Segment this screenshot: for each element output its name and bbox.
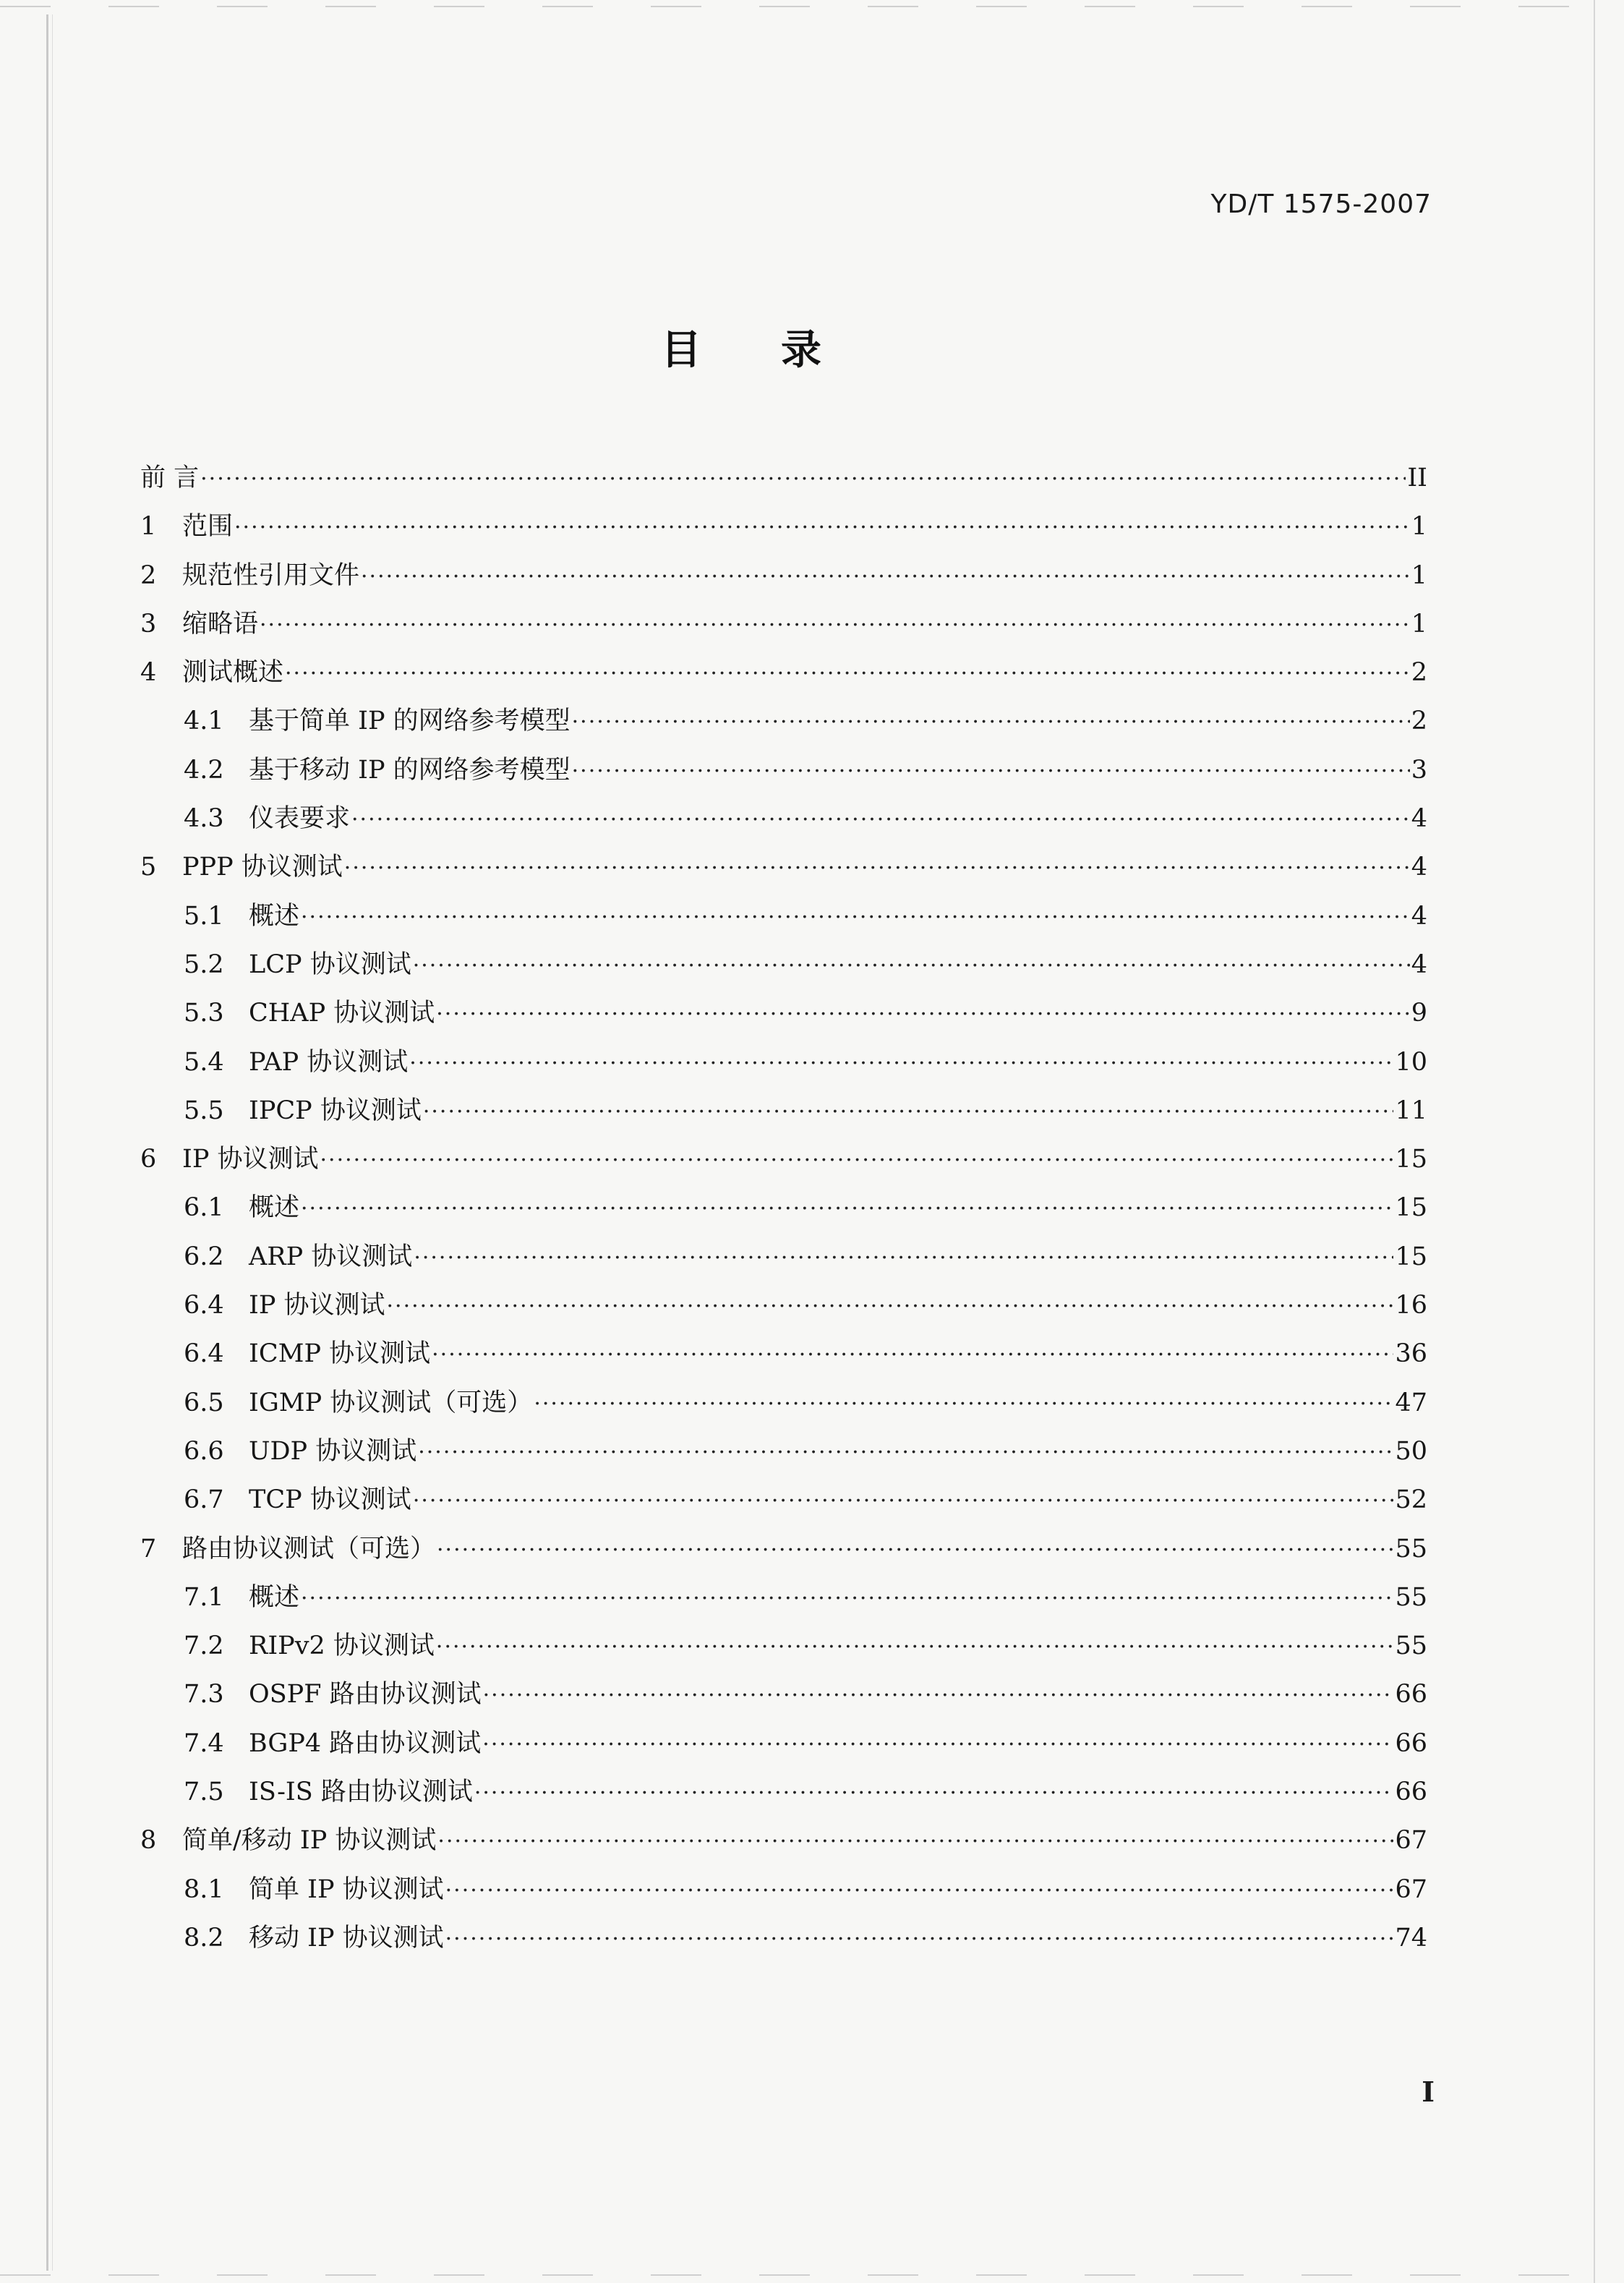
toc-entry-page: 1 [1411, 512, 1427, 542]
toc-dot-leader [260, 601, 1410, 649]
toc-entry-number: 2 [140, 560, 157, 590]
toc-entry-page: 67 [1395, 1826, 1427, 1856]
page-title: 目录 [661, 327, 901, 374]
toc-entry-number: 1 [140, 512, 157, 542]
toc-entry-page: 4 [1411, 950, 1427, 979]
toc-entry-number: 7.4 [184, 1728, 224, 1758]
toc-entry-title: 仪表要求 [249, 804, 351, 834]
toc-entry-number: 4.1 [184, 707, 224, 736]
toc-entry-number: 5.3 [184, 999, 224, 1028]
toc-entry-number: 8.2 [184, 1923, 224, 1953]
toc-entry-title: IP 协议测试 [182, 1145, 319, 1174]
toc-entry-title: IPCP 协议测试 [249, 1096, 422, 1125]
toc-entry[interactable] [140, 1622, 1427, 1670]
toc-entry-page: 4 [1411, 853, 1427, 882]
toc-entry[interactable] [140, 1525, 1427, 1574]
toc-entry[interactable] [140, 1670, 1427, 1719]
toc-entry-number: 8.1 [184, 1874, 224, 1904]
scan-top-border [0, 6, 1624, 7]
toc-dot-leader [285, 649, 1410, 698]
toc-entry-page: 16 [1395, 1291, 1427, 1320]
toc-dot-leader [413, 1477, 1394, 1525]
toc-dot-leader [437, 1526, 1393, 1574]
toc-entry[interactable] [140, 1428, 1427, 1476]
toc-entry[interactable] [140, 1866, 1427, 1914]
toc-dot-leader [301, 1574, 1393, 1623]
toc-entry[interactable] [140, 552, 1427, 600]
toc-entry[interactable] [140, 1087, 1427, 1135]
toc-entry-number: 3 [140, 609, 157, 639]
toc-dot-leader [432, 1331, 1393, 1379]
toc-entry-title: OSPF 路由协议测试 [249, 1680, 482, 1710]
toc-entry[interactable] [140, 1476, 1427, 1524]
toc-dot-leader [320, 1136, 1394, 1185]
toc-dot-leader [423, 1088, 1394, 1136]
toc-entry-page: 4 [1411, 901, 1427, 931]
toc-entry-title: BGP4 路由协议测试 [249, 1728, 482, 1758]
toc-entry[interactable] [140, 989, 1427, 1038]
toc-entry-title: RIPv2 协议测试 [249, 1631, 435, 1661]
toc-entry[interactable] [140, 454, 1427, 503]
toc-entry-title: PPP 协议测试 [182, 853, 343, 882]
toc-entry[interactable] [140, 843, 1427, 892]
table-of-contents [140, 454, 1427, 1963]
toc-entry-title: UDP 协议测试 [249, 1436, 417, 1466]
toc-entry-number: 4.3 [184, 804, 224, 834]
toc-entry-number: 6.7 [184, 1485, 224, 1515]
toc-entry-title: ICMP 协议测试 [249, 1339, 431, 1369]
toc-entry-number: 5.2 [184, 950, 224, 979]
toc-entry-page: 1 [1411, 560, 1427, 590]
toc-dot-leader [200, 455, 1406, 503]
toc-entry[interactable] [140, 746, 1427, 795]
toc-dot-leader [483, 1671, 1394, 1720]
toc-entry[interactable] [140, 1720, 1427, 1768]
toc-entry-number: 5.5 [184, 1096, 224, 1125]
toc-entry-title: 路由协议测试（可选） [182, 1534, 436, 1563]
toc-entry[interactable] [140, 1135, 1427, 1184]
toc-dot-leader [437, 1817, 1393, 1866]
toc-entry[interactable] [140, 795, 1427, 843]
toc-entry-title: 简单 IP 协议测试 [249, 1874, 444, 1904]
toc-entry-page: 36 [1395, 1339, 1427, 1369]
toc-entry[interactable] [140, 892, 1427, 941]
toc-entry-title: 简单/移动 IP 协议测试 [182, 1826, 437, 1856]
toc-entry-title: 概述 [249, 901, 300, 931]
toc-entry-page: 50 [1395, 1436, 1427, 1466]
toc-entry-number: 7.1 [184, 1582, 224, 1612]
toc-entry-number: 7 [140, 1534, 157, 1563]
toc-entry-title: 概述 [249, 1582, 300, 1612]
toc-dot-leader [436, 1623, 1394, 1671]
page-number: I [1422, 2075, 1435, 2108]
toc-entry-title: LCP 协议测试 [249, 950, 411, 979]
toc-entry-page: 9 [1411, 999, 1427, 1028]
toc-entry-title: 移动 IP 协议测试 [249, 1923, 444, 1953]
toc-entry-page: 11 [1395, 1096, 1427, 1125]
toc-dot-leader [445, 1866, 1394, 1915]
toc-entry-page: 4 [1411, 804, 1427, 834]
toc-entry[interactable] [140, 1768, 1427, 1817]
toc-dot-leader [445, 1915, 1394, 1963]
toc-entry[interactable] [140, 1574, 1427, 1622]
toc-entry[interactable] [140, 1817, 1427, 1865]
toc-entry-title: 概述 [249, 1193, 300, 1223]
toc-dot-leader [572, 698, 1410, 746]
toc-entry-page: 66 [1395, 1778, 1427, 1807]
toc-entry-title: 基于移动 IP 的网络参考模型 [249, 755, 570, 785]
scan-bottom-border [0, 2274, 1624, 2276]
toc-dot-leader [534, 1380, 1393, 1428]
toc-entry-title: IS-IS 路由协议测试 [249, 1778, 473, 1807]
toc-dot-leader [301, 1185, 1393, 1233]
toc-dot-leader [409, 1039, 1393, 1088]
toc-entry-page: 55 [1395, 1631, 1427, 1661]
toc-entry-page: 2 [1411, 707, 1427, 736]
toc-entry-number: 5.1 [184, 901, 224, 931]
toc-entry-page: 10 [1395, 1047, 1427, 1077]
toc-entry-number: 6.2 [184, 1242, 224, 1271]
toc-entry-title: IP 协议测试 [249, 1291, 385, 1320]
toc-entry-number: 4 [140, 658, 157, 688]
toc-entry-number: 7.3 [184, 1680, 224, 1710]
toc-entry-number: 6 [140, 1145, 157, 1174]
toc-entry-title: 测试概述 [182, 658, 284, 688]
toc-entry-title: IGMP 协议测试（可选） [249, 1388, 533, 1417]
toc-entry-title: 基于简单 IP 的网络参考模型 [249, 707, 570, 736]
toc-entry-title: PAP 协议测试 [249, 1047, 409, 1077]
toc-entry-title: 范围 [182, 512, 234, 542]
toc-dot-leader [414, 1234, 1393, 1282]
toc-entry[interactable] [140, 503, 1427, 551]
toc-entry[interactable] [140, 1233, 1427, 1281]
toc-entry[interactable] [140, 1330, 1427, 1378]
standard-code: YD/T 1575-2007 [1210, 189, 1432, 219]
toc-entry-title: ARP 协议测试 [249, 1242, 413, 1271]
toc-entry[interactable] [140, 649, 1427, 697]
toc-entry-number: 6.1 [184, 1193, 224, 1223]
toc-entry-page: 66 [1395, 1680, 1427, 1710]
toc-entry[interactable] [140, 1038, 1427, 1087]
toc-dot-leader [344, 844, 1410, 892]
toc-entry-title: 缩略语 [182, 609, 259, 639]
toc-entry-page: 15 [1395, 1193, 1427, 1223]
toc-dot-leader [234, 503, 1410, 552]
toc-entry-page: 1 [1411, 609, 1427, 639]
toc-dot-leader [572, 747, 1410, 795]
toc-dot-leader [301, 893, 1410, 942]
toc-entry-number: 5 [140, 853, 157, 882]
toc-entry-page: 47 [1395, 1388, 1427, 1417]
toc-entry[interactable] [140, 600, 1427, 649]
toc-dot-leader [361, 552, 1410, 601]
toc-entry-page: 67 [1395, 1874, 1427, 1904]
toc-entry-page: 15 [1395, 1242, 1427, 1271]
toc-dot-leader [474, 1769, 1394, 1817]
toc-dot-leader [413, 942, 1410, 990]
toc-entry-page: 52 [1395, 1485, 1427, 1515]
toc-entry-number: 5.4 [184, 1047, 224, 1077]
toc-entry-number: 6.6 [184, 1436, 224, 1466]
toc-entry-number: 6.5 [184, 1388, 224, 1417]
toc-entry-page: 66 [1395, 1728, 1427, 1758]
toc-entry-number: 6.4 [184, 1339, 224, 1369]
toc-entry-page: 55 [1395, 1582, 1427, 1612]
toc-entry-number: 4.2 [184, 755, 224, 785]
toc-entry-title: 前 言 [140, 464, 200, 492]
toc-entry[interactable] [140, 1379, 1427, 1428]
toc-entry-number: 7.5 [184, 1778, 224, 1807]
toc-dot-leader [436, 990, 1409, 1038]
toc-entry-number: 6.4 [184, 1291, 224, 1320]
toc-entry[interactable] [140, 1914, 1427, 1963]
toc-entry-page: II [1407, 464, 1427, 492]
toc-dot-leader [351, 795, 1410, 844]
toc-dot-leader [482, 1720, 1393, 1769]
toc-entry[interactable] [140, 697, 1427, 746]
toc-entry-title: TCP 协议测试 [249, 1485, 411, 1515]
toc-entry-title: 规范性引用文件 [182, 560, 360, 590]
scan-right-edge [1594, 0, 1595, 2283]
toc-entry[interactable] [140, 1281, 1427, 1330]
toc-dot-leader [418, 1428, 1393, 1477]
toc-entry-title: CHAP 协议测试 [249, 999, 435, 1028]
toc-entry-number: 8 [140, 1826, 157, 1856]
toc-dot-leader [387, 1282, 1394, 1331]
toc-entry[interactable] [140, 941, 1427, 989]
toc-entry-page: 15 [1395, 1145, 1427, 1174]
toc-entry-page: 3 [1411, 755, 1427, 785]
toc-entry-page: 55 [1395, 1534, 1427, 1563]
toc-entry-number: 7.2 [184, 1631, 224, 1661]
toc-entry-page: 2 [1411, 658, 1427, 688]
toc-entry-page: 74 [1395, 1923, 1427, 1953]
toc-entry[interactable] [140, 1184, 1427, 1232]
